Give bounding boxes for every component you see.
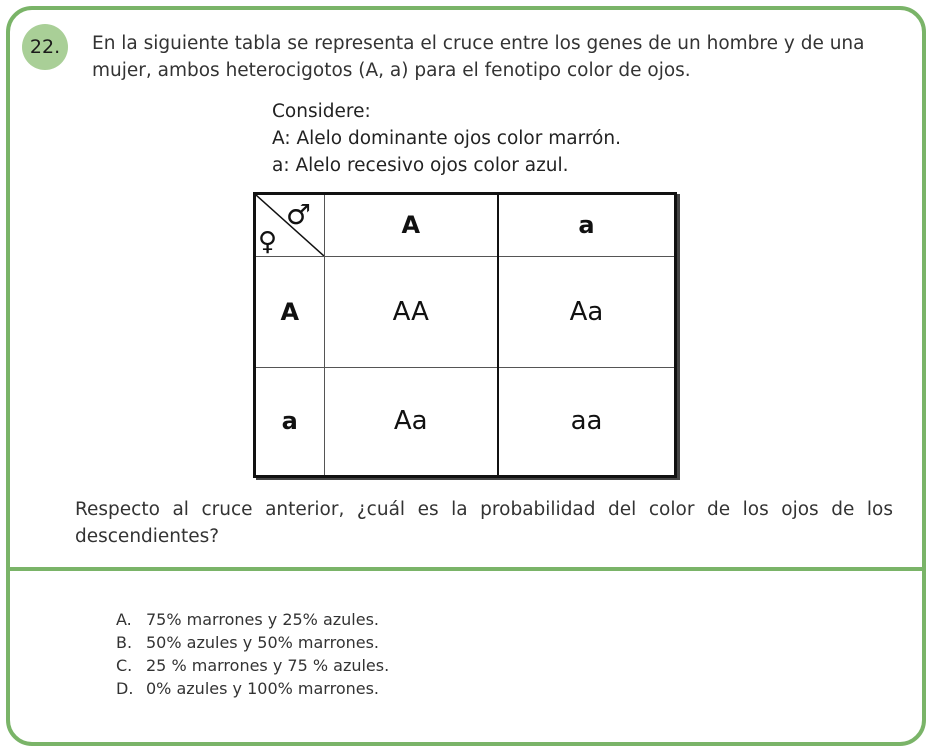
punnett-square: [253, 192, 677, 478]
punnett-header-row: [256, 195, 674, 256]
row-header-A: A: [256, 256, 324, 367]
option-a[interactable]: [116, 608, 389, 631]
option-letter: A.: [116, 610, 132, 629]
row-header-a: a: [256, 367, 324, 475]
consider-line-recessive: a: Alelo recesivo ojos color azul.: [272, 155, 569, 176]
punnett-cell: Aa: [324, 367, 498, 475]
question-stem: En la siguiente tabla se representa el cruce entre los genes de un hombre y de una mujer, ambos heterocigotos (A, a) para el fenotipo color de ojos.: [92, 33, 865, 81]
option-letter: B.: [116, 633, 133, 652]
question-prompt: Respecto al cruce anterior, ¿cuál es la probabilidad del color de los ojos de los descendientes?: [75, 499, 893, 547]
option-text: 50% azules y 50% marrones.: [146, 633, 380, 652]
consider-block: [272, 98, 621, 179]
column-header-a: a: [498, 195, 674, 256]
option-b[interactable]: [116, 631, 389, 654]
punnett-cell: aa: [498, 367, 674, 475]
consider-line-dominant: A: Alelo dominante ojos color marrón.: [272, 128, 621, 149]
female-symbol-icon: ♀: [258, 227, 278, 256]
option-text: 25 % marrones y 75 % azules.: [146, 656, 390, 675]
option-text: 75% marrones y 25% azules.: [146, 610, 380, 629]
punnett-row: [256, 367, 674, 475]
punnett-corner-cell: [256, 195, 324, 256]
punnett-table: [256, 195, 674, 475]
punnett-row: [256, 256, 674, 367]
consider-title: Considere:: [272, 101, 371, 122]
punnett-cell: AA: [324, 256, 498, 367]
option-c[interactable]: [116, 654, 389, 677]
diagonal-divider: [256, 195, 324, 256]
option-text: 0% azules y 100% marrones.: [146, 679, 380, 698]
option-letter: D.: [116, 679, 134, 698]
question-number-badge: 22.: [22, 24, 68, 70]
option-letter: C.: [116, 656, 133, 675]
punnett-cell: Aa: [498, 256, 674, 367]
answer-options: [116, 608, 389, 700]
option-d[interactable]: [116, 677, 389, 700]
male-symbol-icon: ♂: [286, 198, 312, 231]
section-divider: [6, 567, 926, 571]
column-header-A: A: [324, 195, 498, 256]
